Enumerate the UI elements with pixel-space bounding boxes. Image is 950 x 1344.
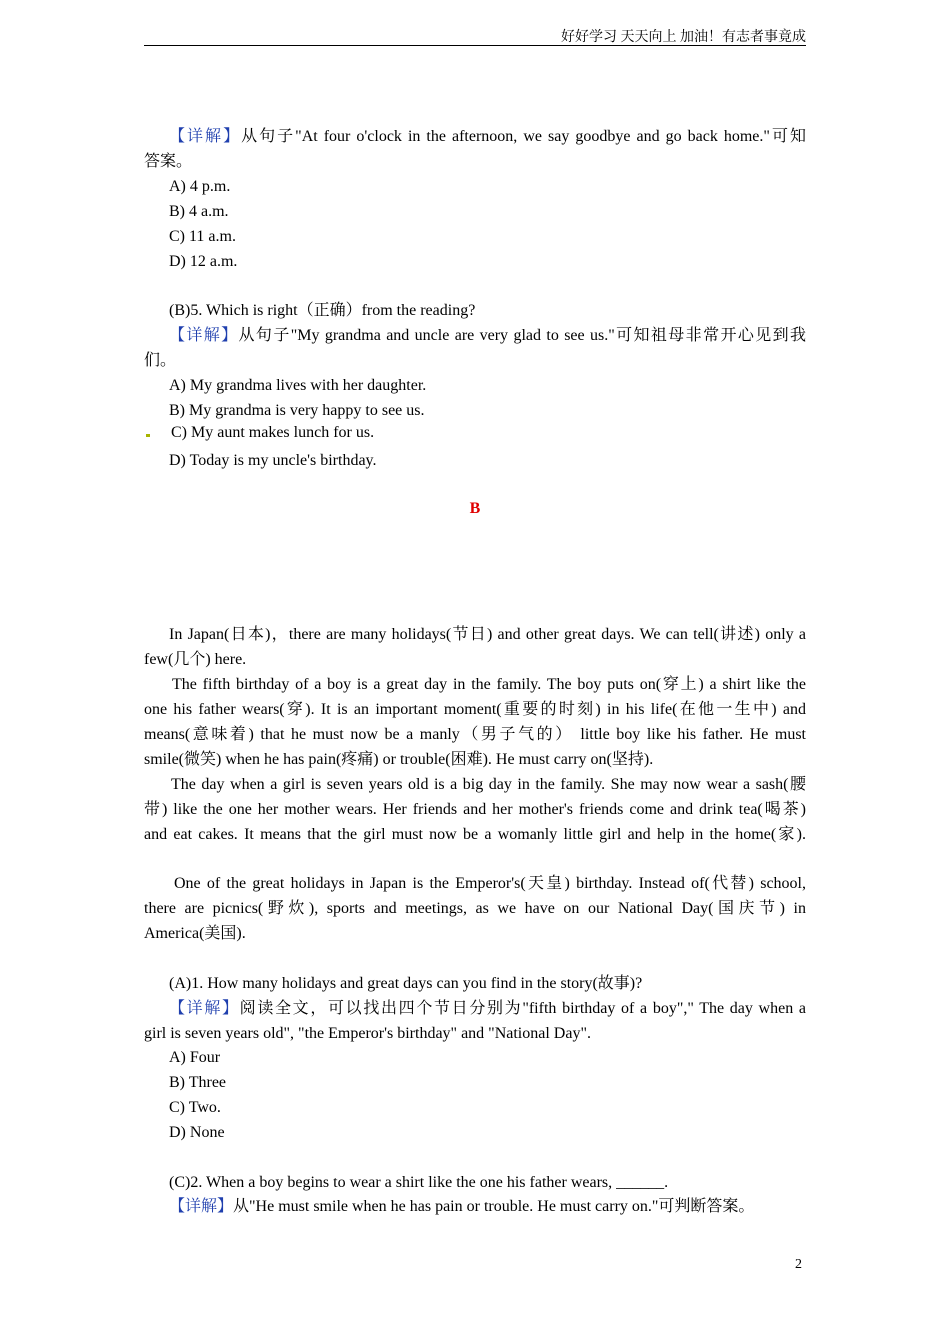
q5-explanation-line1: 【详解】从句子"My grandma and uncle are very glad to see us."可知祖母非常开心见到我: [169, 327, 806, 344]
b1-option-c: C) Two.: [169, 1099, 221, 1116]
b1-explanation-line2: girl is seven years old", "the Emperor's birthday" and "National Day".: [144, 1025, 591, 1042]
q5-option-d: D) Today is my uncle's birthday.: [169, 452, 377, 469]
b1-explanation-line1: 【详解】阅读全文，可以找出四个节日分别为"fifth birthday of a boy"," The day when a: [169, 1000, 806, 1017]
passage-p3-line2: 带) like the one her mother wears. Her friends and her mother's friends come and drink tea(喝茶): [144, 801, 806, 818]
q4-explanation-line2: 答案。: [144, 153, 193, 170]
b1-option-a: A) Four: [169, 1049, 221, 1066]
q4-option-b: B) 4 a.m.: [169, 203, 229, 220]
detail-mark: 【详解】: [169, 327, 239, 344]
b1-question: (A)1. How many holidays and great days can you find in the story(故事)?: [169, 975, 643, 992]
passage-p1-line1: In Japan(日本)，there are many holidays(节日) and other great days. We can tell(讲述) only a: [169, 626, 806, 643]
b1-option-b: B) Three: [169, 1074, 227, 1091]
passage-p1-line2: few(几个) here.: [144, 651, 247, 668]
passage-p4-line3: America(美国).: [144, 925, 246, 942]
q5-option-a: A) My grandma lives with her daughter.: [169, 377, 427, 394]
q5-option-c: C) My aunt makes lunch for us.: [171, 424, 375, 441]
q4-option-c: C) 11 a.m.: [169, 228, 236, 245]
q5-option-b: B) My grandma is very happy to see us.: [169, 402, 425, 419]
page-header: 好好学习 天天向上 加油！有志者事竟成: [144, 26, 806, 46]
passage-p3-line3: and eat cakes. It means that the girl must now be a womanly little girl and help in the home(家).: [144, 826, 806, 843]
passage-p4-line1: One of the great holidays in Japan is the Emperor's(天皇) birthday. Instead of(代替) school,: [174, 875, 806, 892]
detail-mark: 【详解】: [169, 128, 242, 145]
stray-mark: [146, 434, 150, 437]
q4-option-a: A) 4 p.m.: [169, 178, 231, 195]
b2-explanation-line1: 【详解】从"He must smile when he has pain or trouble. He must carry on."可判断答案。: [169, 1198, 755, 1215]
detail-mark: 【详解】: [169, 1000, 240, 1017]
passage-p3-line1: The day when a girl is seven years old is a big day in the family. She may now wear a sash(腰: [171, 776, 807, 793]
passage-p4-line2: there are picnics(野炊), sports and meetings, as we have on our National Day(国庆节) in: [144, 900, 806, 917]
q4-option-d: D) 12 a.m.: [169, 253, 238, 270]
page-number: 2: [795, 1257, 802, 1272]
b2-question: (C)2. When a boy begins to wear a shirt like the one his father wears, ______.: [169, 1174, 669, 1191]
passage-p2-line4: smile(微笑) when he has pain(疼痛) or trouble(困难). He must carry on(坚持).: [144, 751, 654, 768]
passage-p2-line1: The fifth birthday of a boy is a great day in the family. The boy puts on(穿上) a shirt like the: [172, 676, 806, 693]
q4-explanation-line1: 【详解】从句子"At four o'clock in the afternoon, we say goodbye and go back home."可知: [169, 128, 806, 145]
passage-p2-line2: one his father wears(穿). It is an important moment(重要的时刻) in his life(在他一生中) and: [144, 701, 806, 718]
section-title: B: [469, 500, 481, 517]
q5-explanation-line2: 们。: [144, 352, 177, 369]
passage-p2-line3: means(意味着) that he must now be a manly（男子气的） little boy like his father. He must: [144, 726, 806, 743]
b1-option-d: D) None: [169, 1124, 225, 1141]
detail-mark: 【详解】: [169, 1198, 234, 1215]
q5-question: (B)5. Which is right（正确）from the reading?: [169, 302, 476, 319]
